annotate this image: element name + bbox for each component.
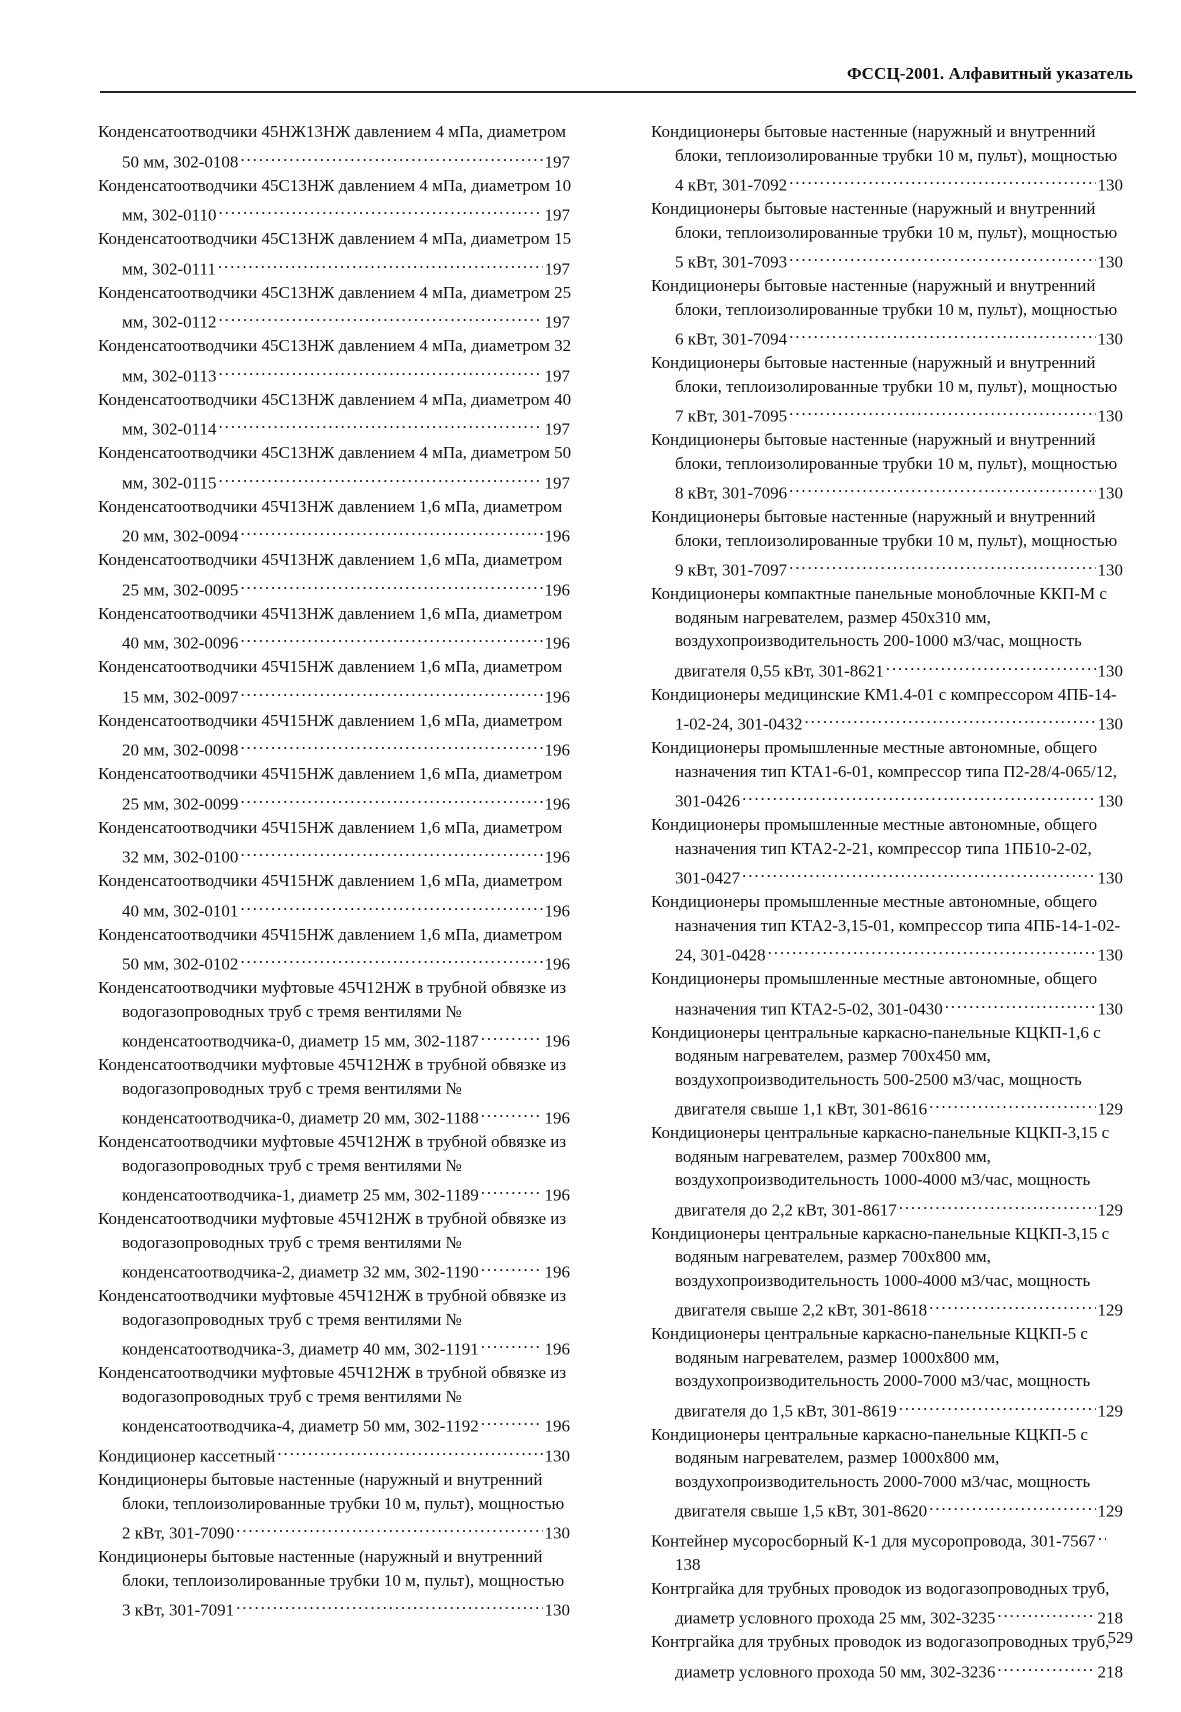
index-entry xyxy=(98,602,574,656)
index-entry xyxy=(98,388,574,442)
dot-leader xyxy=(219,304,543,328)
index-entry-page: 130 xyxy=(1097,406,1123,426)
index-entry xyxy=(98,816,574,870)
index-entry-page: 196 xyxy=(544,847,570,867)
index-entry-page: 130 xyxy=(1097,999,1123,1018)
index-entry-page: 197 xyxy=(544,152,570,171)
index-entry-page: 130 xyxy=(1097,483,1123,503)
index-entry-page: 196 xyxy=(544,1031,570,1051)
index-entry xyxy=(98,174,574,228)
index-entry-text: Конденсатоотводчики 45Ч13НЖ давлением 1,6 мПа, диаметром 40 мм, 302-0096 xyxy=(98,603,563,653)
dot-leader xyxy=(481,1100,543,1124)
index-entry-page: 130 xyxy=(1097,714,1123,734)
index-entry xyxy=(98,923,574,977)
index-entry-page: 218 xyxy=(1097,1662,1123,1681)
index-entry-page: 196 xyxy=(544,633,570,653)
index-entry-page: 130 xyxy=(544,1523,570,1543)
index-entry-page: 196 xyxy=(544,901,570,920)
index-entry-text: Кондиционеры бытовые настенные (наружный и внутренний блоки, теплоизолированные трубки 10 м, пульт), мощностью 9 кВт, 301-7097 xyxy=(651,507,1118,580)
index-entry-page: 197 xyxy=(544,205,570,225)
dot-leader xyxy=(481,1254,543,1278)
index-entry-text: Конденсатоотводчики 45Ч15НЖ давлением 1,6 мПа, диаметром 50 мм, 302-0102 xyxy=(98,924,563,974)
index-entry-text: Кондиционеры промышленные местные автономные, общего назначения тип КТА2-3,15-01, компрессор типа 4ПБ-14-1-02-24, 301-0428 xyxy=(651,892,1121,965)
index-entry xyxy=(98,548,574,602)
index-entry-text: Кондиционеры промышленные местные автономные, общего назначения тип КТА2-5-02, 301-0430 xyxy=(651,969,1098,1018)
dot-leader xyxy=(240,679,542,703)
index-entry-text: Контргайка для трубных проводок из водогазопроводных труб, диаметр условного прохода 50 мм, 302-3236 xyxy=(651,1632,1110,1681)
index-entry-page: 218 xyxy=(1097,1608,1123,1628)
index-entry xyxy=(98,1130,574,1207)
index-entry-page: 129 xyxy=(1097,1200,1123,1219)
index-entry-page: 197 xyxy=(544,366,570,385)
index-entry-page: 129 xyxy=(1097,1099,1123,1119)
index-entry-page: 129 xyxy=(1097,1501,1123,1521)
index-entry-page: 196 xyxy=(544,526,570,546)
dot-leader xyxy=(768,937,1096,961)
index-entry xyxy=(98,709,574,763)
index-entry xyxy=(98,1284,574,1361)
index-entry-text: Конденсатоотводчики 45Ч15НЖ давлением 1,6 мПа, диаметром 32 мм, 302-0100 xyxy=(98,817,563,867)
index-entry-text: Кондиционеры промышленные местные автономные, общего назначения тип КТА1-6-01, компрессор типа П2-28/4-065/12, 301-0426 xyxy=(651,738,1117,811)
index-entry xyxy=(98,1438,574,1468)
dot-leader xyxy=(240,732,542,756)
index-entry-page: 130 xyxy=(1097,661,1123,680)
index-entry xyxy=(98,1207,574,1284)
index-entry-text: Конденсатоотводчики 45Ч13НЖ давлением 1,6 мПа, диаметром 25 мм, 302-0095 xyxy=(98,550,563,599)
index-entry-text: Кондиционеры бытовые настенные (наружный и внутренний блоки, теплоизолированные трубки 10 м, пульт), мощностью 5 кВт, 301-7093 xyxy=(651,199,1118,272)
index-entry-page: 130 xyxy=(1097,868,1123,888)
index-entry-page: 196 xyxy=(544,740,570,760)
index-entry-text: Кондиционер кассетный xyxy=(98,1446,276,1466)
index-entry-text: Конденсатоотводчики муфтовые 45Ч12НЖ в трубной обвязке из водогазопроводных труб с тремя вентилями № конденсатоотводчика-0, диаметр 15 мм, 302-1187 xyxy=(98,978,567,1051)
index-entry-text: Конденсатоотводчики 45НЖ13НЖ давлением 4 мПа, диаметром 50 мм, 302-0108 xyxy=(98,122,567,171)
index-entry-text: Конденсатоотводчики 45С13НЖ давлением 4 мПа, диаметром 50 мм, 302-0115 xyxy=(98,443,572,492)
index-entry-text: Кондиционеры бытовые настенные (наружный и внутренний блоки, теплоизолированные трубки 10 м, пульт), мощностью 8 кВт, 301-7096 xyxy=(651,430,1118,503)
index-entry xyxy=(651,967,1127,1021)
dot-leader xyxy=(945,991,1096,1015)
index-entry-text: Кондиционеры центральные каркасно-панельные КЦКП-5 с водяным нагревателем, размер 1000х800 мм, воздухопроизводительность 2000-7000 м3/час, мощность двигателя до 1,5 кВт, 301-8619 xyxy=(651,1324,1091,1420)
index-entry-page: 129 xyxy=(1097,1300,1123,1320)
index-entry-text: Кондиционеры медицинские КМ1.4-01 с компрессором 4ПБ-14-1-02-24, 301-0432 xyxy=(651,684,1117,734)
index-entry-page: 196 xyxy=(544,954,570,974)
dot-leader xyxy=(240,625,542,649)
dot-leader xyxy=(219,358,543,382)
index-column-right xyxy=(651,120,1127,1684)
dot-leader xyxy=(240,946,542,970)
index-entry xyxy=(651,736,1127,813)
dot-leader xyxy=(789,244,1095,268)
index-entry xyxy=(651,428,1127,505)
index-entry xyxy=(651,582,1127,683)
dot-leader xyxy=(929,1292,1095,1316)
index-entry-text: Конденсатоотводчики 45Ч15НЖ давлением 1,6 мПа, диаметром 25 мм, 302-0099 xyxy=(98,764,563,813)
index-entry-text: Кондиционеры промышленные местные автономные, общего назначения тип КТА2-2-21, компрессор типа 1ПБ10-2-02, 301-0427 xyxy=(651,815,1098,888)
index-entry-page: 197 xyxy=(544,312,570,332)
index-entry-page: 196 xyxy=(544,1416,570,1436)
index-entry-text: Конденсатоотводчики 45Ч15НЖ давлением 1,6 мПа, диаметром 20 мм, 302-0098 xyxy=(98,710,563,760)
index-entry xyxy=(651,683,1127,737)
index-entry xyxy=(98,1545,574,1622)
index-entry xyxy=(651,1322,1127,1423)
dot-leader xyxy=(997,1600,1095,1624)
index-entry-page: 130 xyxy=(544,1600,570,1620)
index-entry xyxy=(98,976,574,1053)
index-entry xyxy=(98,655,574,709)
index-entry-page: 197 xyxy=(544,259,570,278)
index-column-left xyxy=(98,120,574,1622)
dot-leader xyxy=(929,1091,1095,1115)
index-entry-text: Конденсатоотводчики 45Ч15НЖ давлением 1,6 мПа, диаметром 15 мм, 302-0097 xyxy=(98,657,563,706)
index-entry-page: 197 xyxy=(544,419,570,439)
index-entry xyxy=(98,1468,574,1545)
dot-leader xyxy=(219,411,543,435)
index-entry xyxy=(651,197,1127,274)
index-entry xyxy=(98,869,574,923)
dot-leader xyxy=(899,1393,1096,1417)
index-entry-page: 130 xyxy=(544,1446,570,1466)
index-entry-text: Кондиционеры бытовые настенные (наружный и внутренний блоки, теплоизолированные трубки 10 м, пульт), мощностью 2 кВт, 301-7090 xyxy=(98,1470,565,1543)
dot-leader xyxy=(236,1592,542,1616)
index-entry xyxy=(651,274,1127,351)
index-entry xyxy=(98,441,574,495)
header-title: ФССЦ-2001. Алфавитный указатель xyxy=(846,64,1133,83)
index-entry xyxy=(651,1577,1127,1631)
index-entry xyxy=(651,505,1127,582)
dot-leader xyxy=(742,783,1095,807)
index-entry-text: Конденсатоотводчики 45Ч15НЖ давлением 1,6 мПа, диаметром 40 мм, 302-0101 xyxy=(98,871,563,920)
index-entry-text: Конденсатоотводчики 45Ч13НЖ давлением 1,6 мПа, диаметром 20 мм, 302-0094 xyxy=(98,496,563,546)
index-entry-page: 196 xyxy=(544,1185,570,1205)
index-entry-text: Конденсатоотводчики муфтовые 45Ч12НЖ в трубной обвязке из водогазопроводных труб с тремя вентилями № конденсатоотводчика-4, диаметр 50 мм, 302-1192 xyxy=(98,1363,567,1436)
index-entry-page: 196 xyxy=(544,580,570,599)
index-entry xyxy=(651,1630,1127,1684)
dot-leader xyxy=(789,475,1095,499)
index-entry xyxy=(651,1423,1127,1524)
dot-leader xyxy=(240,144,542,168)
index-entry-text: Кондиционеры центральные каркасно-панельные КЦКП-5 с водяным нагревателем, размер 1000х800 мм, воздухопроизводительность 2000-7000 м3/час, мощность двигателя свыше 1,5 кВт, 301-8620 xyxy=(651,1424,1091,1521)
index-entry-page: 138 xyxy=(675,1555,701,1574)
header-divider xyxy=(100,91,1136,93)
dot-leader xyxy=(219,197,543,221)
index-entry xyxy=(651,890,1127,967)
index-entry-page: 130 xyxy=(1097,791,1123,811)
dot-leader xyxy=(219,465,543,489)
dot-leader xyxy=(804,706,1095,730)
index-entry-page: 130 xyxy=(1097,945,1123,965)
index-entry xyxy=(98,1053,574,1130)
index-entry-page: 197 xyxy=(544,473,570,492)
dot-leader xyxy=(742,860,1095,884)
index-entry-page: 130 xyxy=(1097,329,1123,349)
index-entry xyxy=(651,1222,1127,1323)
index-entry-page: 130 xyxy=(1097,175,1123,195)
dot-leader xyxy=(240,839,542,863)
dot-leader xyxy=(929,1493,1095,1517)
index-entry-text: Конденсатоотводчики 45С13НЖ давлением 4 мПа, диаметром 15 мм, 302-0111 xyxy=(98,229,572,278)
index-entry xyxy=(651,1121,1127,1222)
dot-leader xyxy=(236,1515,542,1539)
index-entry-page: 196 xyxy=(544,1262,570,1282)
index-entry-text: Кондиционеры компактные панельные моноблочные ККП-М с водяным нагревателем, размер 450х310 мм, воздухопроизводительность 200-1000 м3/час, мощность двигателя 0,55 кВт, 301-8621 xyxy=(651,584,1107,680)
dot-leader xyxy=(481,1331,543,1355)
index-entry-page: 129 xyxy=(1097,1401,1123,1420)
index-entry xyxy=(98,334,574,388)
index-entry-page: 196 xyxy=(544,1108,570,1128)
index-entry-text: Конденсатоотводчики муфтовые 45Ч12НЖ в трубной обвязке из водогазопроводных труб с тремя вентилями № конденсатоотводчика-1, диаметр 25 мм, 302-1189 xyxy=(98,1132,567,1205)
index-entry-page: 196 xyxy=(544,1339,570,1359)
index-entry xyxy=(98,495,574,549)
dot-leader xyxy=(481,1408,543,1432)
dot-leader xyxy=(218,251,543,275)
index-entry-text: Конденсатоотводчики 45С13НЖ давлением 4 мПа, диаметром 40 мм, 302-0114 xyxy=(98,389,572,439)
index-entry-text: Конденсатоотводчики 45С13НЖ давлением 4 мПа, диаметром 10 мм, 302-0110 xyxy=(98,175,572,225)
dot-leader xyxy=(789,552,1095,576)
dot-leader xyxy=(240,786,542,810)
index-entry-text: Кондиционеры центральные каркасно-панельные КЦКП-3,15 с водяным нагревателем, размер 700х800 мм, воздухопроизводительность 1000-4000 м3/час, мощность двигателя до 2,2 кВт, 301-8617 xyxy=(651,1123,1110,1219)
index-entry-text: Кондиционеры бытовые настенные (наружный и внутренний блоки, теплоизолированные трубки 10 м, пульт), мощностью 3 кВт, 301-7091 xyxy=(98,1547,565,1620)
dot-leader xyxy=(481,1023,543,1047)
index-entry xyxy=(98,120,574,174)
dot-leader xyxy=(789,398,1095,422)
index-entry xyxy=(651,1523,1127,1577)
index-entry-page: 196 xyxy=(544,687,570,706)
index-entry-text: Конденсатоотводчики 45С13НЖ давлением 4 мПа, диаметром 32 мм, 302-0113 xyxy=(98,336,572,385)
index-entry-text: Кондиционеры центральные каркасно-панельные КЦКП-3,15 с водяным нагревателем, размер 700х800 мм, воздухопроизводительность 1000-4000 м3/час, мощность двигателя свыше 2,2 кВт, 301-8618 xyxy=(651,1223,1110,1320)
index-entry xyxy=(651,351,1127,428)
dot-leader xyxy=(789,321,1095,345)
dot-leader xyxy=(277,1438,542,1462)
index-entry-text: Кондиционеры бытовые настенные (наружный и внутренний блоки, теплоизолированные трубки 10 м, пульт), мощностью 4 кВт, 301-7092 xyxy=(651,122,1118,195)
index-entry xyxy=(651,813,1127,890)
dot-leader xyxy=(240,518,542,542)
index-entry-page: 130 xyxy=(1097,252,1123,272)
dot-leader xyxy=(240,893,542,917)
index-entry xyxy=(98,1361,574,1438)
index-entry-text: Контргайка для трубных проводок из водогазопроводных труб, диаметр условного прохода 25 мм, 302-3235 xyxy=(651,1578,1110,1628)
index-entry-page: 130 xyxy=(1097,560,1123,580)
index-entry xyxy=(651,1021,1127,1122)
index-entry-text: Контейнер мусоросборный К-1 для мусоропровода, 301-7567 xyxy=(651,1531,1096,1551)
page-number: 529 xyxy=(1107,1628,1133,1647)
index-entry xyxy=(651,120,1127,197)
index-entry-text: Конденсатоотводчики муфтовые 45Ч12НЖ в трубной обвязке из водогазопроводных труб с тремя вентилями № конденсатоотводчика-3, диаметр 40 мм, 302-1191 xyxy=(98,1286,567,1359)
index-entry-text: Конденсатоотводчики муфтовые 45Ч12НЖ в трубной обвязке из водогазопроводных труб с тремя вентилями № конденсатоотводчика-0, диаметр 20 мм, 302-1188 xyxy=(98,1055,567,1128)
index-entry-page: 196 xyxy=(544,794,570,813)
index-entry-text: Кондиционеры центральные каркасно-панельные КЦКП-1,6 с водяным нагревателем, размер 700х450 мм, воздухопроизводительность 500-2500 м3/час, мощность двигателя свыше 1,1 кВт, 301-8616 xyxy=(651,1022,1101,1119)
dot-leader xyxy=(789,167,1095,191)
index-entry xyxy=(98,281,574,335)
index-entry-text: Конденсатоотводчики муфтовые 45Ч12НЖ в трубной обвязке из водогазопроводных труб с тремя вентилями № конденсатоотводчика-2, диаметр 32 мм, 302-1190 xyxy=(98,1209,567,1282)
index-entry-text: Кондиционеры бытовые настенные (наружный и внутренний блоки, теплоизолированные трубки 10 м, пульт), мощностью 6 кВт, 301-7094 xyxy=(651,276,1118,349)
dot-leader xyxy=(240,572,542,596)
dot-leader xyxy=(481,1177,543,1201)
dot-leader xyxy=(886,653,1096,677)
index-entry-text: Конденсатоотводчики 45С13НЖ давлением 4 мПа, диаметром 25 мм, 302-0112 xyxy=(98,282,572,332)
index-entry-text: Кондиционеры бытовые настенные (наружный и внутренний блоки, теплоизолированные трубки 10 м, пульт), мощностью 7 кВт, 301-7095 xyxy=(651,353,1118,426)
dot-leader xyxy=(899,1192,1096,1216)
index-entry xyxy=(98,762,574,816)
index-entry xyxy=(98,227,574,281)
dot-leader xyxy=(997,1654,1095,1678)
dot-leader xyxy=(1098,1523,1106,1547)
